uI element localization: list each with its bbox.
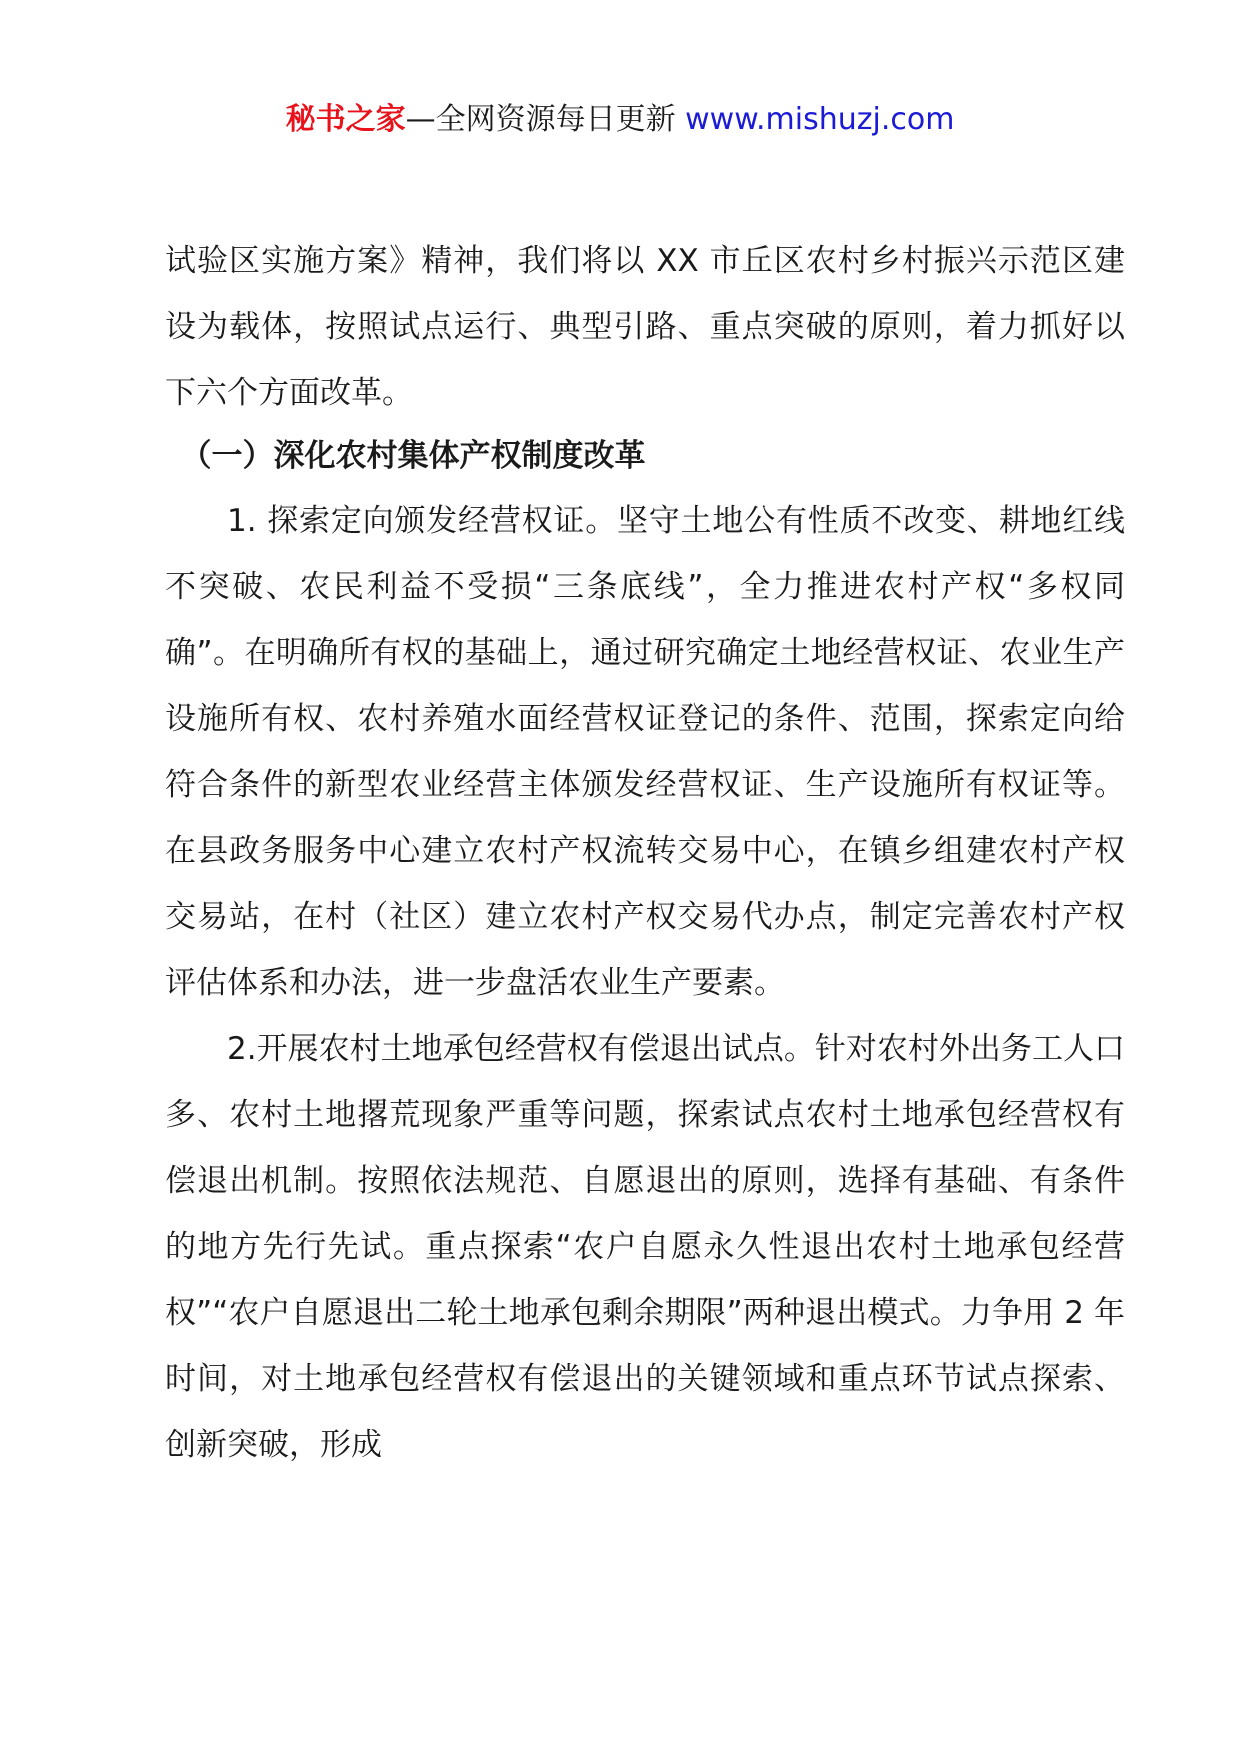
site-url-link[interactable]: www.mishuzj.com bbox=[685, 102, 955, 137]
item-2-paragraph: 2.开展农村土地承包经营权有偿退出试点。针对农村外出务工人口多、农村土地撂荒现象严重等问题，探索试点农村土地承包经营权有偿退出机制。按照依法规范、自愿退出的原则，选择有基础、有条件的地方先行先试。重点探索“农户自愿永久性退出农村土地承包经营权”“农户自愿退出二轮土地承包剩余期限”两种退出模式。力争用 2 年时间，对土地承包经营权有偿退出的关键领域和重点环节试点探索、创新突破，形成 bbox=[165, 1031, 1125, 1463]
header-tagline: —全网资源每日更新 bbox=[405, 102, 676, 137]
brand-name: 秘书之家 bbox=[285, 102, 406, 137]
document-body bbox=[165, 228, 1125, 1478]
site-header bbox=[0, 100, 1240, 140]
section-heading: （一）深化农村集体产权制度改革 bbox=[180, 438, 646, 474]
item-1-paragraph: 1. 探索定向颁发经营权证。坚守土地公有性质不改变、耕地红线不突破、农民利益不受损“三条底线”，全力推进农村产权“多权同确”。在明确所有权的基础上，通过研究确定土地经营权证、农业生产设施所有权、农村养殖水面经营权证登记的条件、范围，探索定向给符合条件的新型农业经营主体颁发经营权证、生产设施所有权证等。在县政务服务中心建立农村产权流转交易中心，在镇乡组建农村产权交易站，在村（社区）建立农村产权交易代办点，制定完善农村产权评估体系和办法，进一步盘活农业生产要素。 bbox=[165, 503, 1125, 1001]
continuation-paragraph: 试验区实施方案》精神，我们将以 XX 市丘区农村乡村振兴示范区建设为载体，按照试点运行、典型引路、重点突破的原则，着力抓好以下六个方面改革。 bbox=[165, 243, 1125, 411]
